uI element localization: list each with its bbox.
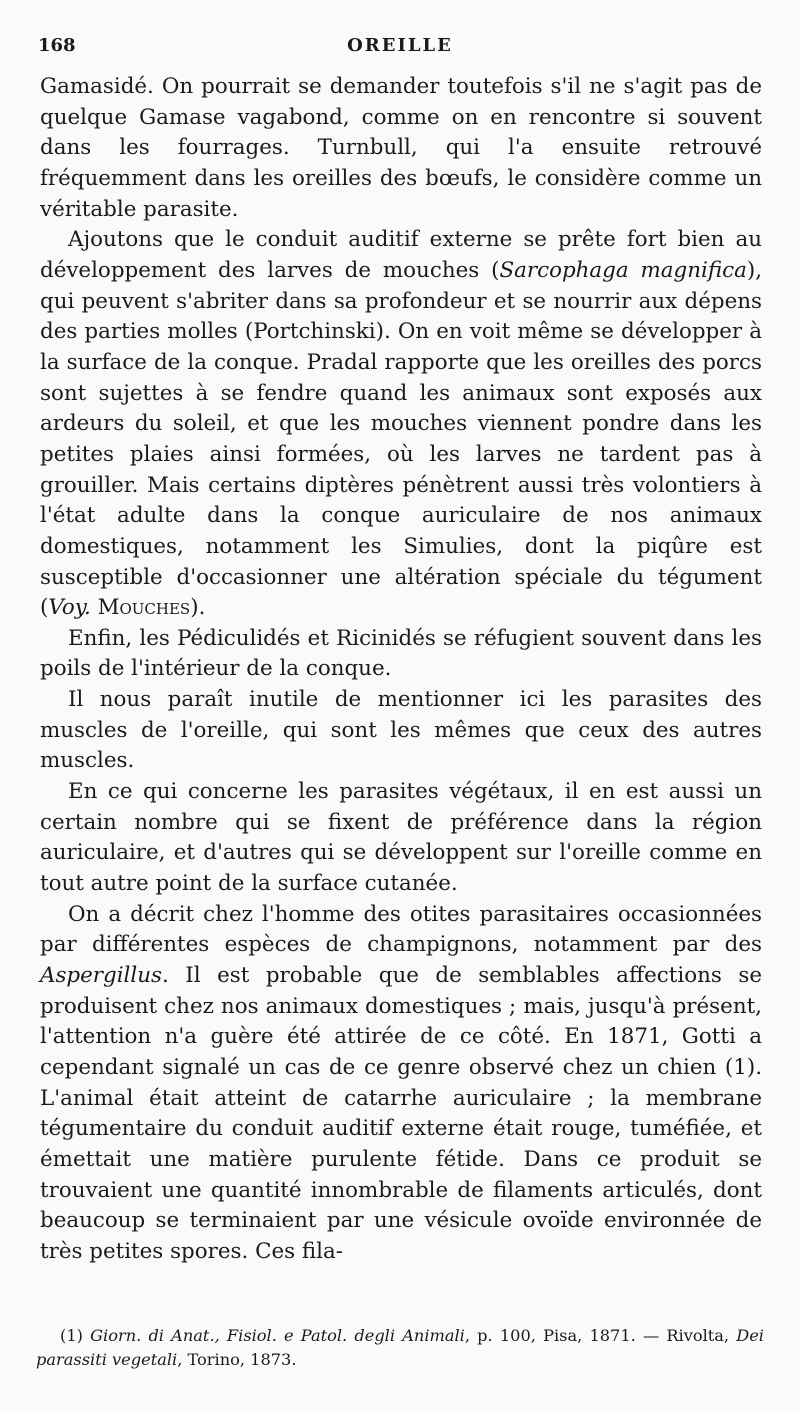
book-title: Dei parassiti vegetali (36, 1326, 764, 1369)
paragraph-otites (40, 900, 762, 1268)
cross-reference-mouches: Mouches (97, 595, 191, 621)
text-segment: , p. 100, Pisa, 1871. — Rivolta, (464, 1326, 737, 1345)
text-segment: On a décrit chez l'homme des otites parasitaires occasionnées par différentes espèces de champignons, notamment par des (40, 901, 762, 958)
text-segment: ). (190, 595, 206, 621)
paragraph-pediculides: Enfin, les Pédiculidés et Ricinidés se réfugient souvent dans les poils de l'intérieur de la conque. (40, 625, 762, 682)
footnote-marker: (1) (60, 1326, 91, 1345)
page-number: 168 (38, 35, 76, 56)
main-text (40, 72, 762, 1268)
text-segment: ), qui peuvent s'abriter dans sa profondeur et se nourrir aux dépens des parties molles (Portchinski). On en voit même se développer à la surface de la conque. Pradal rapporte que les oreilles des porcs sont sujettes à se fendre quand les animaux sont exposés aux ardeurs du soleil, et que les mouches viennent pondre dans les petites plaies ainsi formées, où les larves ne tardent pas à grouiller. Mais certains diptères pénètrent aussi très volontiers à l'état adulte dans la conque auriculaire de nos animaux domestiques, notamment les Simulies, dont la piqûre est susceptible d'occasionner une altération spéciale du tégument ( (40, 257, 762, 621)
running-title: OREILLE (347, 35, 453, 56)
footnotes (36, 1324, 764, 1372)
text-space (91, 595, 98, 620)
text-segment: Ajoutons que le conduit auditif externe se prête fort bien au développement des larves de mouches ( (40, 227, 762, 283)
running-head (38, 34, 762, 58)
text-segment: . Il est probable que de semblables affections se produisent chez nos animaux domestiques ; mais, jusqu'à présent, l'attention n'a guère été attirée de ce côté. En 1871, Gotti a cependant signalé un cas de ce genre observé chez un chien (1). L'animal était atteint de catarrhe auriculaire ; la membrane tégumentaire du conduit auditif externe était rouge, tuméfiée, et émettait une matière purulente fétide. Dans ce produit se trouvaient une quantité innombrable de filaments articulés, dont beaucoup se terminaient par une vésicule ovoïde environnée de très petites spores. Ces fila- (40, 963, 762, 1264)
species-name: Sarcophaga magnifica (499, 257, 747, 283)
footnote-1 (36, 1324, 764, 1372)
text-segment: , Torino, 1873. (177, 1350, 297, 1369)
paragraph-gamasid: Gamasidé. On pourrait se demander toutefois s'il ne s'agit pas de quelque Gamase vagabond, comme on en rencontre si souvent dans les fourrages. Turnbull, qui l'a ensuite retrouvé fréquemment dans les oreilles des bœufs, le considère comme un véritable parasite. (40, 74, 762, 222)
paragraph-parasites-vegetaux: En ce qui concerne les parasites végétaux, il en est aussi un certain nombre qui se fixent de préférence dans la région auriculaire, et d'autres qui se développent sur l'oreille comme en tout autre point de la surface cutanée. (40, 779, 762, 897)
paragraph-muscles: Il nous paraît inutile de mentionner ici les parasites des muscles de l'oreille, qui sont les mêmes que ceux des autres muscles. (40, 687, 762, 774)
journal-title: Giorn. di Anat., Fisiol. e Patol. degli Animali (90, 1326, 465, 1345)
paragraph-larves-mouches (40, 225, 762, 624)
genus-name: Aspergillus (40, 963, 162, 989)
cross-reference-voy: Voy. (48, 595, 91, 621)
